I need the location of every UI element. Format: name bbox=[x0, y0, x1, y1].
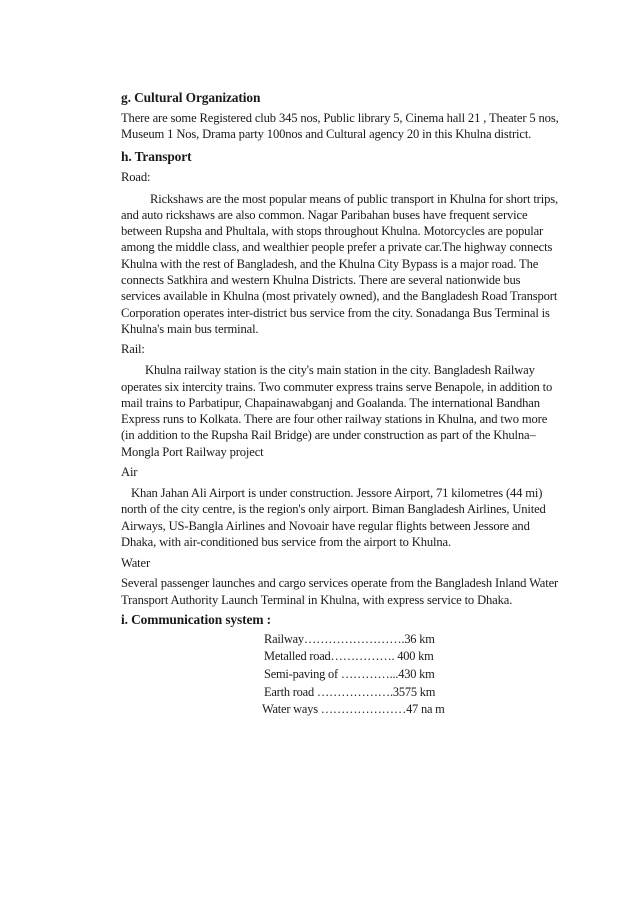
water-text: Several passenger launches and cargo services operate from the Bangladesh Inland Water Transport Authority Launch Terminal in Khulna, with express service to Dhaka. bbox=[121, 576, 559, 607]
communication-item-earth-road: Earth road ……………….3575 km bbox=[264, 684, 436, 699]
air-label: Air bbox=[121, 465, 138, 480]
communication-system-heading: i. Communication system : bbox=[121, 611, 271, 627]
communication-item-railway: Railway…………………….36 km bbox=[264, 631, 435, 646]
cultural-organization-text: There are some Registered club 345 nos, Public library 5, Cinema hall 21 , Theater 5 nos, Museum 1 Nos, Drama party 100nos and Cultural agency 20 in this Khulna district. bbox=[121, 111, 559, 142]
communication-item-semi-paving: Semi-paving of …………...430 km bbox=[264, 667, 435, 682]
cultural-organization-heading: g. Cultural Organization bbox=[121, 90, 261, 105]
water-label: Water bbox=[121, 556, 150, 571]
road-text: Rickshaws are the most popular means of public transport in Khulna for short trips, and auto rickshaws are also common. Nagar Paribahan buses have frequent service between Rupsha and Phultala, with stops throughout Khulna. Motorcycles are popular among the middle class, and wealthier people prefer a private car.The highway connects Khulna with the rest of Bangladesh, and the Khulna City Bypass is a major road. The connects Satkhira and western Khulna Districts. There are several nationwide bus services available in Khulna (most privately owned), and the Bangladesh Road Transport Corporation operates inter-district bus service from the city. Sonadanga Bus Terminal is Khulna's main bus terminal. bbox=[121, 191, 558, 336]
rail-text: Khulna railway station is the city's main station in the city. Bangladesh Railway operates six intercity trains. Two commuter express trains serve Benapole, in addition to mail trains to Parbatipur, Chapainawabganj and Goalanda. The international Bandhan Express runs to Kolkata. There are four other railway stations in Khulna, and two more (in addition to the Rupsha Rail Bridge) are under construction as part of the Khulna–Mongla Port Railway project bbox=[121, 363, 553, 459]
air-text: Khan Jahan Ali Airport is under construction. Jessore Airport, 71 kilometres (44 mi) north of the city centre, is the region's only airport. Biman Bangladesh Airlines, United Airways, US-Bangla Airlines and Novoair have regular flights between Jessore and Dhaka, with air-conditioned bus service from the airport to Khulna. bbox=[121, 486, 546, 549]
page-content bbox=[121, 90, 561, 719]
transport-heading: h. Transport bbox=[121, 148, 192, 164]
rail-label: Rail: bbox=[121, 342, 145, 357]
communication-item-water-ways: Water ways …………………47 na m bbox=[262, 702, 445, 717]
road-label: Road: bbox=[121, 169, 151, 184]
communication-item-metalled-road: Metalled road……………. 400 km bbox=[264, 649, 434, 664]
communication-system-list bbox=[264, 631, 484, 719]
